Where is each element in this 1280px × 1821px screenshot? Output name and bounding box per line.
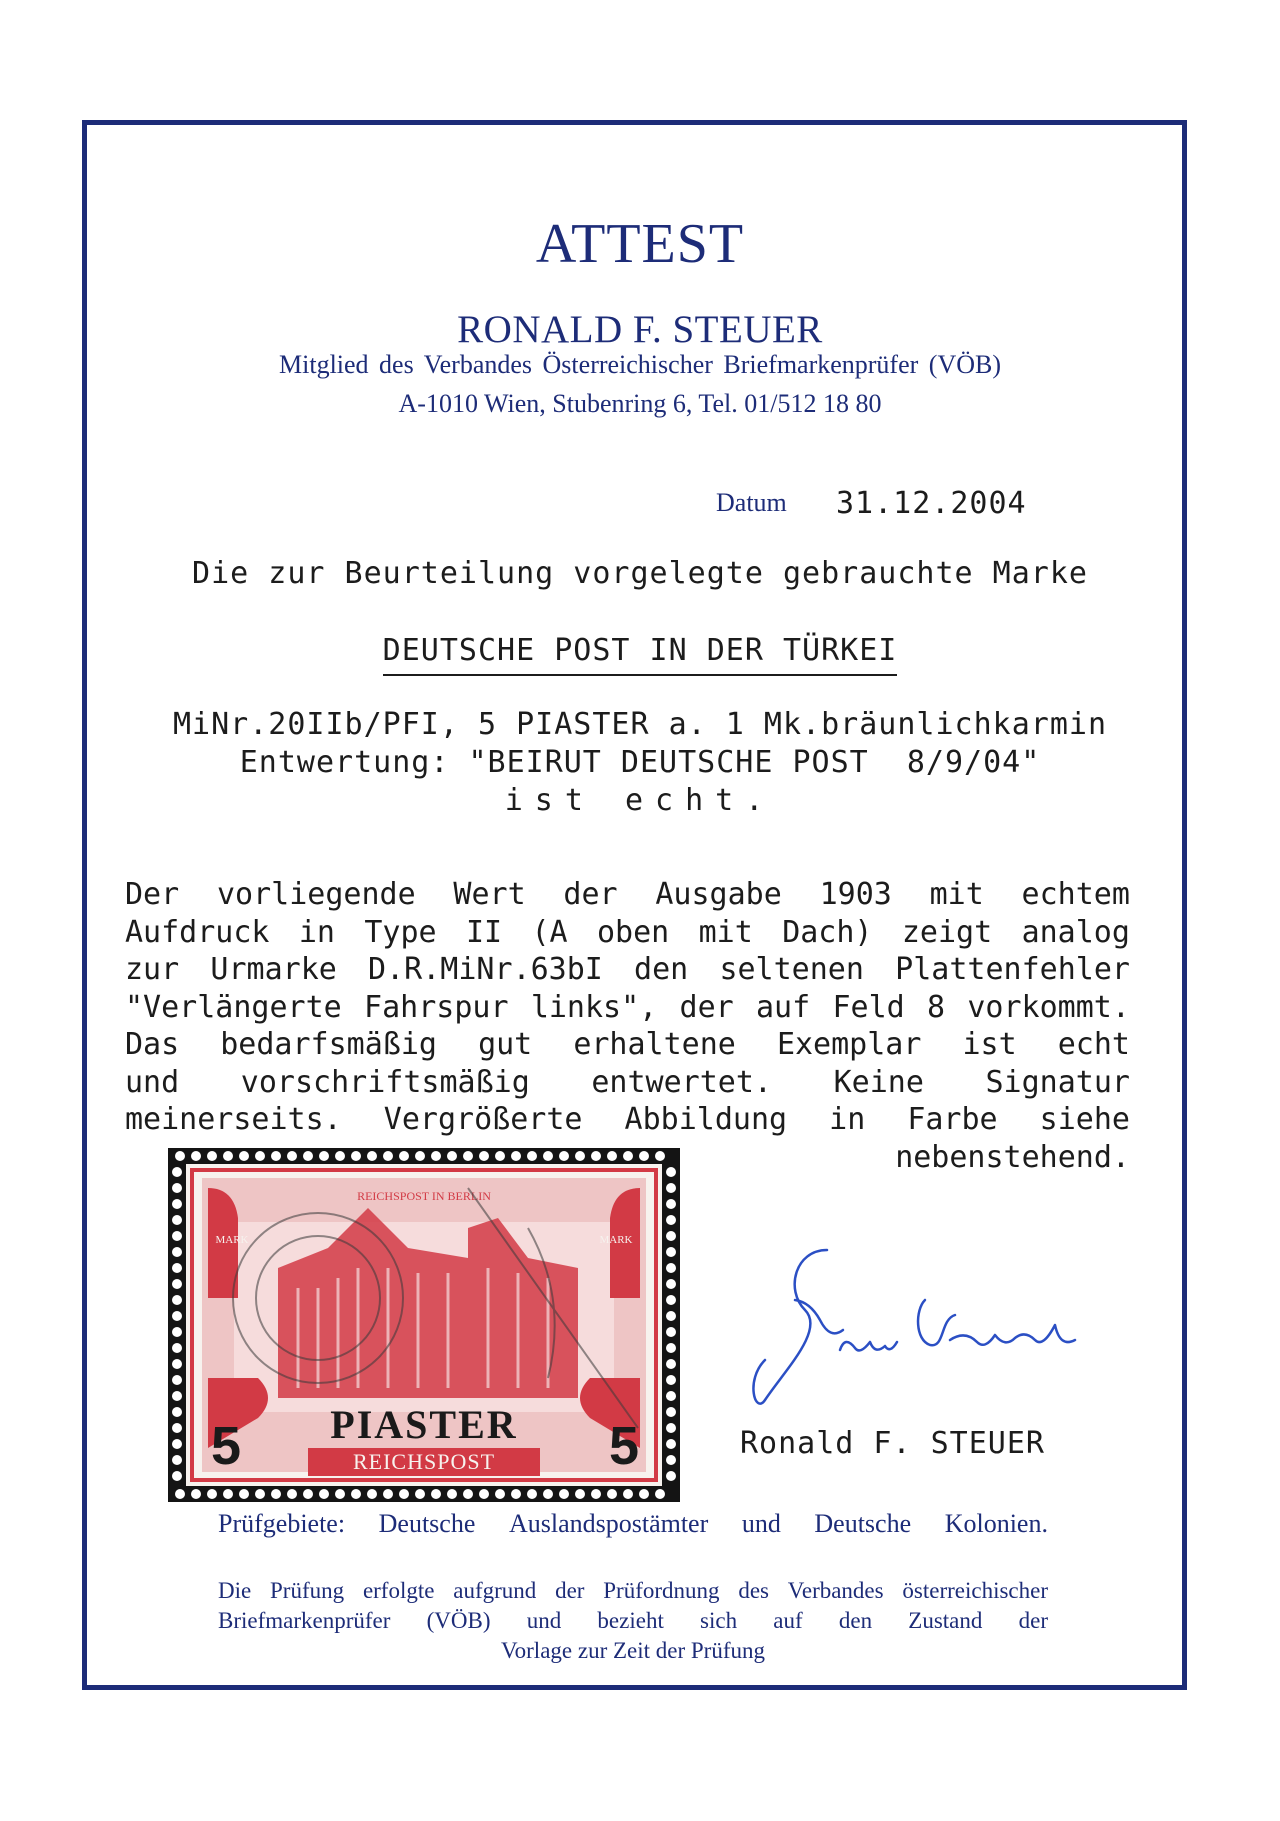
perforation-hole [335,1489,345,1499]
perforation-hole [666,1199,676,1209]
perforation-hole [431,1151,441,1161]
footer-word: und [526,1608,562,1633]
perforation-hole [666,1279,676,1289]
perforation-hole [666,1407,676,1417]
perforation-hole [543,1489,553,1499]
footer-word: (VÖB) [426,1608,491,1633]
footer-word: der [1018,1608,1048,1633]
word: auf [756,989,811,1025]
perforation-hole [623,1489,633,1499]
perforation-hole [511,1151,521,1161]
scope-word: Kolonien. [944,1509,1048,1538]
perforation-hole [172,1215,182,1225]
perforation-hole [255,1151,265,1161]
footer-word: den [838,1608,873,1633]
perforation-hole [447,1151,457,1161]
footer-word: Prüfung [270,1578,345,1603]
word: Abbildung [624,1102,788,1137]
word: vorkommt. [967,989,1130,1025]
word: Exemplar [776,1027,922,1062]
perforation-hole [639,1151,649,1161]
cancel-line: Entwertung: "BEIRUT DEUTSCHE POST 8/9/04" [239,745,1041,780]
perforation-hole [207,1489,217,1499]
perforation-hole [319,1489,329,1499]
perforation-hole [415,1151,425,1161]
scope-word: Prüfgebiete: [218,1509,346,1538]
perforation-hole [172,1327,182,1337]
perforation-hole [666,1439,676,1449]
word: und [125,1064,180,1100]
perforation-hole [303,1151,313,1161]
perforation-hole [172,1247,182,1257]
perforation-hole [495,1489,505,1499]
perforation-hole [666,1359,676,1369]
description-line [125,1064,1130,1102]
perforation-hole [463,1151,473,1161]
catalog-line: MiNr.20IIb/PFI, 5 PIASTER a. 1 Mk.bräunlichkarmin [172,707,1107,742]
perforation-hole [271,1151,281,1161]
word: Feld [832,989,905,1025]
word: Type [364,914,437,950]
footer-word: bezieht [597,1608,664,1633]
signature-strokes [753,1250,1075,1404]
word: "Verlängerte [125,989,342,1025]
perforation-hole [172,1199,182,1209]
perforation-hole [575,1489,585,1499]
perforation-hole [172,1375,182,1385]
word: Fahrspur [364,989,509,1025]
word: D.R.MiNr.63bI [368,952,603,987]
word: Signatur [985,1064,1130,1100]
footer-line-3: Vorlage zur Zeit der Prüfung [501,1638,765,1663]
perforation-hole [172,1423,182,1433]
word: II [466,914,503,950]
footer-word: erfolgte [362,1578,435,1603]
perforation-hole [559,1489,569,1499]
stamp-image [168,1148,680,1502]
perforation-hole [172,1231,182,1241]
intro-line: Die zur Beurteilung vorgelegte gebrauchte Marke [192,556,1088,591]
description-line [125,876,1130,914]
perforation-hole [287,1489,297,1499]
word: oben [597,914,670,950]
perforation-hole [666,1375,676,1385]
word: zeigt [901,914,993,950]
perforation-hole [367,1489,377,1499]
examination-scope [218,1509,1048,1539]
area-text: DEUTSCHE POST IN DER TÜRKEI [383,633,898,676]
word: gut [478,1027,533,1062]
word: bedarfsmäßig [220,1027,437,1062]
scope-word: und [741,1509,781,1538]
perforation-hole [623,1151,633,1161]
word: echt [1057,1027,1130,1062]
perforation-hole [666,1167,676,1177]
word: meinerseits. [125,1102,342,1137]
stamp-top-text: REICHSPOST IN BERLIN [357,1189,491,1203]
perforation-hole [175,1489,185,1499]
perforation-hole [191,1489,201,1499]
word: der [679,989,734,1025]
perforation-hole [172,1279,182,1289]
perforation-hole [172,1471,182,1481]
stamp-left-corner-text: MARK [215,1234,249,1246]
perforation-hole [666,1343,676,1353]
perforation-hole [666,1455,676,1465]
footer-word: auf [773,1608,803,1633]
scope-word: Deutsche [814,1509,912,1538]
word: Wert [453,877,526,912]
perforation-hole [543,1151,553,1161]
perforation-hole [666,1215,676,1225]
perforation-hole [351,1151,361,1161]
perforation-hole [287,1151,297,1161]
perforation-hole [399,1151,409,1161]
perforation-hole [172,1295,182,1305]
word: erhaltene [573,1027,736,1062]
perforation-hole [191,1151,201,1161]
perforation-hole [383,1489,393,1499]
footer-word: sich [700,1608,738,1633]
word: (A [531,914,568,950]
word: siehe [1039,1102,1130,1137]
word: Keine [833,1064,924,1100]
word: seltenen [719,952,864,987]
perforation-hole [172,1359,182,1369]
perforation-hole [666,1295,676,1305]
word: Aufdruck [125,914,270,950]
footer-word: Briefmarkenprüfer [218,1608,391,1633]
perforation-hole [239,1489,249,1499]
scope-word: Deutsche [378,1509,476,1538]
perforation-hole [172,1455,182,1465]
description-line [125,1101,1130,1139]
word: in [298,914,335,950]
perforation-hole [527,1489,537,1499]
perforation-hole [367,1151,377,1161]
description-paragraph [125,876,1130,1176]
date-label: Datum [716,488,787,517]
examiner-name: RONALD F. STEUER [457,308,823,351]
perforation-hole [172,1311,182,1321]
perforation-hole [415,1489,425,1499]
stamp-illustration [168,1148,680,1502]
word: Ausgabe [655,877,782,912]
perforation-hole [463,1489,473,1499]
area-line [0,633,1280,668]
perforation-hole [479,1151,489,1161]
signer-name: Ronald F. STEUER [740,1426,1045,1461]
perforation-hole [666,1263,676,1273]
word: echtem [1021,877,1130,912]
word: Der [125,877,180,912]
footer-word: der [555,1578,585,1603]
word: Das [125,1027,180,1062]
perforation-hole [172,1183,182,1193]
perforation-hole [172,1263,182,1273]
stamp-bottom-text: REICHSPOST [352,1449,496,1474]
perforation-hole [666,1183,676,1193]
word: Vergrößerte [383,1102,583,1137]
perforation-hole [335,1151,345,1161]
perforation-hole [172,1343,182,1353]
perforation-hole [607,1489,617,1499]
word: ist [962,1027,1017,1062]
perforation-hole [172,1391,182,1401]
word: analog [1021,914,1130,950]
perforation-hole [639,1489,649,1499]
description-line [125,989,1130,1027]
perforation-hole [495,1151,505,1161]
word: entwertet. [591,1064,772,1100]
word: vorliegende [216,877,416,912]
perforation-hole [172,1167,182,1177]
footer-line-2 [218,1606,1048,1636]
footer-word: Zustand [908,1608,983,1633]
footer-word: Die [218,1578,252,1603]
perforation-hole [172,1439,182,1449]
perforation-hole [591,1489,601,1499]
word: mit [698,914,753,950]
stamp-overprint: PIASTER [330,1402,518,1447]
description-line [125,1026,1130,1064]
date-value: 31.12.2004 [836,486,1027,521]
stamp-value-left: 5 [210,1416,242,1476]
stamp-right-corner-text: MARK [599,1234,633,1246]
perforation-hole [207,1151,217,1161]
perforation-hole [383,1151,393,1161]
perforation-hole [399,1489,409,1499]
word: zur [125,952,180,987]
address-line: A-1010 Wien, Stubenring 6, Tel. 01/512 18 80 [398,389,882,418]
description-line [125,914,1130,952]
word: den [634,952,689,987]
word: mit [929,877,984,912]
perforation-hole [591,1151,601,1161]
footer-word: des [738,1578,769,1603]
perforation-hole [239,1151,249,1161]
word: nebenstehend. [895,1139,1130,1175]
perforation-hole [303,1489,313,1499]
perforation-hole [479,1489,489,1499]
perforation-hole [666,1471,676,1481]
perforation-hole [223,1489,233,1499]
perforation-hole [575,1151,585,1161]
perforation-hole [666,1231,676,1241]
perforation-hole [666,1423,676,1433]
word: Urmarke [210,952,337,987]
page-title: ATTEST [535,213,745,275]
footer-word: Prüfordnung [603,1578,720,1603]
description-line [125,951,1130,989]
perforation-hole [431,1489,441,1499]
perforation-hole [351,1489,361,1499]
perforation-hole [666,1391,676,1401]
perforation-hole [511,1489,521,1499]
footer-word: Verbandes [787,1578,884,1603]
perforation-hole [655,1151,665,1161]
word: 1903 [819,877,892,912]
perforation-hole [271,1489,281,1499]
signature-image [725,1230,1125,1420]
word: Dach) [782,914,873,950]
word: der [563,877,618,912]
perforation-hole [666,1311,676,1321]
membership-line: Mitglied des Verbandes Österreichischer Briefmarkenprüfer (VÖB) [279,350,1001,379]
word: vorschriftsmäßig [240,1064,530,1100]
word: in [829,1102,866,1137]
word: Plattenfehler [895,952,1130,987]
word: 8 [927,989,946,1025]
perforation-hole [666,1327,676,1337]
perforation-hole [223,1151,233,1161]
footer-word: österreichischer [902,1578,1048,1603]
verdict-line: ist echt. [504,783,776,818]
footer-note [218,1576,1048,1666]
word: links", [530,989,658,1025]
perforation-hole [175,1151,185,1161]
scope-word: Auslandspostämter [508,1509,709,1538]
stamp-value-right: 5 [608,1416,640,1476]
perforation-hole [527,1151,537,1161]
perforation-hole [447,1489,457,1499]
footer-word: aufgrund [453,1578,537,1603]
perforation-hole [655,1489,665,1499]
perforation-hole [255,1489,265,1499]
perforation-hole [666,1247,676,1257]
footer-line-1 [218,1576,1048,1606]
word: Farbe [907,1102,998,1137]
perforation-hole [319,1151,329,1161]
perforation-hole [607,1151,617,1161]
perforation-hole [559,1151,569,1161]
perforation-hole [172,1407,182,1417]
